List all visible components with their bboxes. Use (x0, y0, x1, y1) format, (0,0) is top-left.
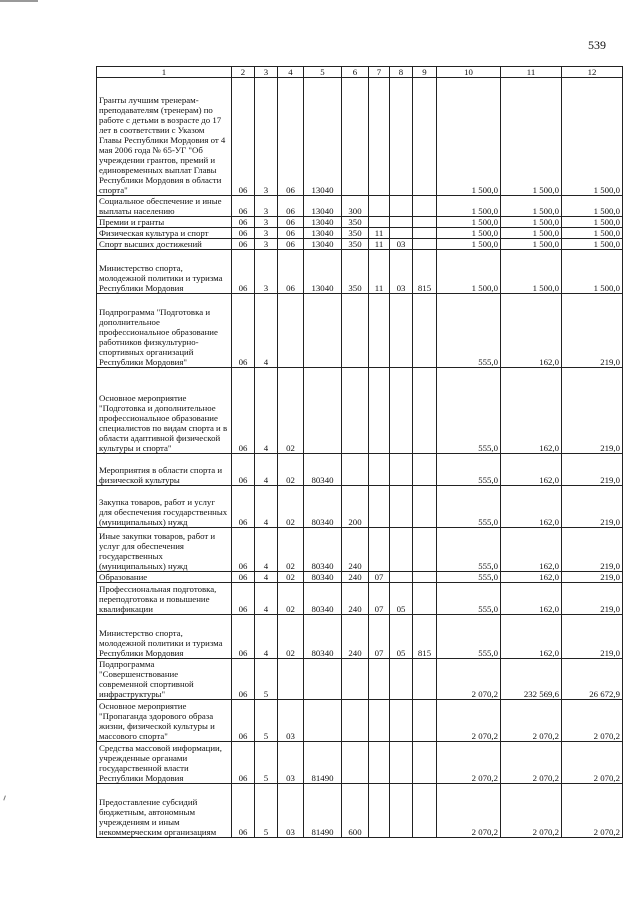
row-name-cell: Основное мероприятие "Пропаганда здорового образа жизни, физической культуры и массового спорта" (97, 700, 232, 742)
cell-col-8 (390, 659, 413, 700)
cell-col-6: 240 (342, 583, 369, 615)
table-row (97, 239, 623, 250)
row-name-cell: Иные закупки товаров, работ и услуг для обеспечения государственных (муниципальных) нужд (97, 528, 232, 572)
cell-col-6: 350 (342, 217, 369, 228)
cell-col-9 (413, 196, 437, 217)
cell-col-8: 05 (390, 583, 413, 615)
cell-col-11: 1 500,0 (501, 239, 562, 250)
cell-col-12: 219,0 (562, 294, 623, 368)
cell-col-9 (413, 217, 437, 228)
cell-col-12: 2 070,2 (562, 700, 623, 742)
cell-col-8 (390, 217, 413, 228)
cell-col-8 (390, 742, 413, 784)
cell-col-3: 4 (255, 528, 278, 572)
cell-col-11: 1 500,0 (501, 196, 562, 217)
cell-col-4: 06 (278, 228, 304, 239)
cell-col-7 (369, 78, 390, 196)
cell-col-2: 06 (232, 217, 255, 228)
row-name-cell: Предоставление субсидий бюджетным, автономным учреждениям и иным некоммерческим организациям (97, 784, 232, 838)
cell-col-8 (390, 528, 413, 572)
cell-col-4: 03 (278, 784, 304, 838)
cell-col-10: 1 500,0 (437, 196, 501, 217)
cell-col-3: 4 (255, 572, 278, 583)
column-header-11: 11 (501, 67, 562, 78)
cell-col-7 (369, 294, 390, 368)
cell-col-6 (342, 454, 369, 486)
cell-col-10: 1 500,0 (437, 250, 501, 294)
row-name-cell: Социальное обеспечение и иные выплаты населению (97, 196, 232, 217)
column-header-9: 9 (413, 67, 437, 78)
cell-col-9 (413, 742, 437, 784)
column-header-4: 4 (278, 67, 304, 78)
column-header-12: 12 (562, 67, 623, 78)
cell-col-11: 2 070,2 (501, 700, 562, 742)
cell-col-12: 219,0 (562, 454, 623, 486)
row-name-cell: Мероприятия в области спорта и физической культуры (97, 454, 232, 486)
cell-col-6: 600 (342, 784, 369, 838)
column-header-7: 7 (369, 67, 390, 78)
row-name-cell: Гранты лучшим тренерам-преподавателям (тренерам) по работе с детьми в возрасте до 17 лет в соответствии с Указом Главы Республики Мордовия от 4 мая 2006 года № 65-УГ "Об учреждении грантов, премий и единовременных выплат Главы Республики Мордовия в области спорта" (97, 78, 232, 196)
cell-col-4: 02 (278, 368, 304, 454)
cell-col-6: 350 (342, 228, 369, 239)
cell-col-5 (304, 294, 342, 368)
cell-col-5: 13040 (304, 239, 342, 250)
cell-col-4: 06 (278, 196, 304, 217)
table-row (97, 615, 623, 659)
cell-col-7: 11 (369, 239, 390, 250)
cell-col-10: 2 070,2 (437, 700, 501, 742)
column-header-3: 3 (255, 67, 278, 78)
cell-col-9 (413, 700, 437, 742)
cell-col-11: 162,0 (501, 294, 562, 368)
row-name-cell: Средства массовой информации, учрежденные органами государственной власти Республики Мордовия (97, 742, 232, 784)
cell-col-3: 4 (255, 615, 278, 659)
cell-col-11: 162,0 (501, 572, 562, 583)
row-name-cell: Основное мероприятие "Подготовка и дополнительное профессиональное образование специалистов по видам спорта и в области адаптивной физической культуры и спорта" (97, 368, 232, 454)
cell-col-2: 06 (232, 659, 255, 700)
page-number: 539 (588, 38, 606, 52)
cell-col-4: 02 (278, 528, 304, 572)
stray-mark (3, 795, 8, 801)
cell-col-10: 555,0 (437, 368, 501, 454)
cell-col-5 (304, 368, 342, 454)
cell-col-12: 219,0 (562, 368, 623, 454)
cell-col-9 (413, 228, 437, 239)
cell-col-6 (342, 368, 369, 454)
cell-col-8: 05 (390, 615, 413, 659)
cell-col-11: 1 500,0 (501, 250, 562, 294)
cell-col-4: 02 (278, 615, 304, 659)
cell-col-10: 555,0 (437, 528, 501, 572)
cell-col-12: 1 500,0 (562, 217, 623, 228)
cell-col-11: 162,0 (501, 528, 562, 572)
cell-col-2: 06 (232, 784, 255, 838)
column-header-10: 10 (437, 67, 501, 78)
table-row (97, 454, 623, 486)
cell-col-8 (390, 228, 413, 239)
cell-col-2: 06 (232, 583, 255, 615)
cell-col-5: 80340 (304, 454, 342, 486)
cell-col-9: 815 (413, 250, 437, 294)
cell-col-5: 80340 (304, 486, 342, 528)
cell-col-4: 06 (278, 217, 304, 228)
cell-col-6: 240 (342, 572, 369, 583)
row-name-cell: Закупка товаров, работ и услуг для обеспечения государственных (муниципальных) нужд (97, 486, 232, 528)
cell-col-2: 06 (232, 294, 255, 368)
cell-col-10: 555,0 (437, 454, 501, 486)
cell-col-5: 80340 (304, 528, 342, 572)
cell-col-3: 3 (255, 217, 278, 228)
cell-col-3: 5 (255, 659, 278, 700)
cell-col-2: 06 (232, 700, 255, 742)
table-row (97, 196, 623, 217)
cell-col-6: 300 (342, 196, 369, 217)
cell-col-3: 4 (255, 583, 278, 615)
cell-col-6 (342, 78, 369, 196)
cell-col-7 (369, 368, 390, 454)
cell-col-10: 2 070,2 (437, 784, 501, 838)
cell-col-2: 06 (232, 572, 255, 583)
cell-col-9 (413, 368, 437, 454)
cell-col-9 (413, 294, 437, 368)
cell-col-6: 240 (342, 528, 369, 572)
cell-col-3: 3 (255, 250, 278, 294)
cell-col-11: 1 500,0 (501, 78, 562, 196)
cell-col-7 (369, 742, 390, 784)
cell-col-10: 555,0 (437, 583, 501, 615)
cell-col-4: 06 (278, 78, 304, 196)
cell-col-2: 06 (232, 454, 255, 486)
cell-col-5: 13040 (304, 217, 342, 228)
row-name-cell: Профессиональная подготовка, переподготовка и повышение квалификации (97, 583, 232, 615)
cell-col-12: 26 672,9 (562, 659, 623, 700)
cell-col-7: 07 (369, 572, 390, 583)
cell-col-12: 1 500,0 (562, 78, 623, 196)
table-header-row (97, 67, 623, 78)
cell-col-10: 555,0 (437, 486, 501, 528)
cell-col-5: 81490 (304, 784, 342, 838)
cell-col-2: 06 (232, 368, 255, 454)
cell-col-9 (413, 583, 437, 615)
cell-col-8 (390, 700, 413, 742)
scan-edge-line (0, 0, 38, 2)
cell-col-10: 1 500,0 (437, 228, 501, 239)
cell-col-9 (413, 78, 437, 196)
row-name-cell: Министерство спорта, молодежной политики и туризма Республики Мордовия (97, 615, 232, 659)
cell-col-3: 3 (255, 239, 278, 250)
cell-col-6 (342, 742, 369, 784)
cell-col-10: 1 500,0 (437, 78, 501, 196)
table-row (97, 294, 623, 368)
table-row (97, 250, 623, 294)
cell-col-9 (413, 239, 437, 250)
cell-col-12: 1 500,0 (562, 250, 623, 294)
cell-col-10: 1 500,0 (437, 217, 501, 228)
cell-col-5: 13040 (304, 228, 342, 239)
cell-col-3: 5 (255, 742, 278, 784)
cell-col-8 (390, 294, 413, 368)
cell-col-3: 4 (255, 294, 278, 368)
cell-col-10: 2 070,2 (437, 742, 501, 784)
cell-col-7 (369, 528, 390, 572)
cell-col-10: 555,0 (437, 294, 501, 368)
cell-col-7 (369, 217, 390, 228)
cell-col-5: 13040 (304, 250, 342, 294)
cell-col-11: 162,0 (501, 583, 562, 615)
row-name-cell: Спорт высших достижений (97, 239, 232, 250)
table-row (97, 583, 623, 615)
cell-col-8 (390, 78, 413, 196)
cell-col-12: 219,0 (562, 528, 623, 572)
cell-col-5: 13040 (304, 78, 342, 196)
cell-col-7 (369, 454, 390, 486)
table-row (97, 659, 623, 700)
cell-col-5: 80340 (304, 583, 342, 615)
cell-col-3: 3 (255, 78, 278, 196)
cell-col-9 (413, 784, 437, 838)
cell-col-11: 2 070,2 (501, 742, 562, 784)
cell-col-7 (369, 700, 390, 742)
cell-col-6: 240 (342, 615, 369, 659)
cell-col-11: 232 569,6 (501, 659, 562, 700)
cell-col-12: 1 500,0 (562, 239, 623, 250)
cell-col-12: 2 070,2 (562, 784, 623, 838)
cell-col-4: 06 (278, 239, 304, 250)
cell-col-12: 1 500,0 (562, 228, 623, 239)
cell-col-2: 06 (232, 196, 255, 217)
cell-col-8 (390, 572, 413, 583)
cell-col-10: 555,0 (437, 615, 501, 659)
cell-col-4: 02 (278, 454, 304, 486)
cell-col-5: 80340 (304, 572, 342, 583)
cell-col-6: 350 (342, 239, 369, 250)
cell-col-7 (369, 784, 390, 838)
cell-col-11: 1 500,0 (501, 217, 562, 228)
cell-col-3: 3 (255, 228, 278, 239)
table-row (97, 572, 623, 583)
cell-col-5 (304, 700, 342, 742)
cell-col-7: 11 (369, 228, 390, 239)
cell-col-7: 07 (369, 615, 390, 659)
cell-col-6 (342, 700, 369, 742)
cell-col-4: 03 (278, 742, 304, 784)
cell-col-2: 06 (232, 742, 255, 784)
cell-col-6: 200 (342, 486, 369, 528)
cell-col-3: 3 (255, 196, 278, 217)
cell-col-4 (278, 294, 304, 368)
cell-col-10: 1 500,0 (437, 239, 501, 250)
cell-col-3: 4 (255, 486, 278, 528)
column-header-6: 6 (342, 67, 369, 78)
cell-col-8 (390, 784, 413, 838)
cell-col-7 (369, 659, 390, 700)
cell-col-2: 06 (232, 528, 255, 572)
cell-col-12: 219,0 (562, 583, 623, 615)
cell-col-4: 02 (278, 583, 304, 615)
cell-col-11: 162,0 (501, 454, 562, 486)
table-row (97, 486, 623, 528)
cell-col-5 (304, 659, 342, 700)
table-row (97, 700, 623, 742)
cell-col-7 (369, 486, 390, 528)
cell-col-7 (369, 196, 390, 217)
cell-col-4: 06 (278, 250, 304, 294)
table-row (97, 368, 623, 454)
cell-col-6: 350 (342, 250, 369, 294)
row-name-cell: Образование (97, 572, 232, 583)
cell-col-9 (413, 454, 437, 486)
cell-col-4: 02 (278, 486, 304, 528)
cell-col-3: 5 (255, 700, 278, 742)
column-header-2: 2 (232, 67, 255, 78)
cell-col-2: 06 (232, 250, 255, 294)
row-name-cell: Подпрограмма "Подготовка и дополнительное профессиональное образование работников физкультурно-спортивных организаций Республики Мордовия" (97, 294, 232, 368)
cell-col-4: 02 (278, 572, 304, 583)
cell-col-9 (413, 659, 437, 700)
column-header-8: 8 (390, 67, 413, 78)
cell-col-2: 06 (232, 486, 255, 528)
cell-col-11: 162,0 (501, 368, 562, 454)
cell-col-8 (390, 368, 413, 454)
cell-col-6 (342, 659, 369, 700)
cell-col-12: 2 070,2 (562, 742, 623, 784)
cell-col-9 (413, 528, 437, 572)
row-name-cell: Физическая культура и спорт (97, 228, 232, 239)
cell-col-12: 219,0 (562, 572, 623, 583)
cell-col-9 (413, 572, 437, 583)
cell-col-8 (390, 486, 413, 528)
row-name-cell: Министерство спорта, молодежной политики и туризма Республики Мордовия (97, 250, 232, 294)
cell-col-5: 81490 (304, 742, 342, 784)
table-row (97, 78, 623, 196)
cell-col-7: 07 (369, 583, 390, 615)
row-name-cell: Премии и гранты (97, 217, 232, 228)
cell-col-4: 03 (278, 700, 304, 742)
cell-col-2: 06 (232, 78, 255, 196)
column-header-5: 5 (304, 67, 342, 78)
cell-col-5: 80340 (304, 615, 342, 659)
cell-col-3: 5 (255, 784, 278, 838)
table-body (97, 78, 623, 838)
row-name-cell: Подпрограмма "Совершенствование современной спортивной инфраструктуры" (97, 659, 232, 700)
column-header-1: 1 (97, 67, 232, 78)
cell-col-7: 11 (369, 250, 390, 294)
cell-col-9 (413, 486, 437, 528)
table-row (97, 228, 623, 239)
table-row (97, 784, 623, 838)
budget-table (96, 66, 623, 838)
cell-col-5: 13040 (304, 196, 342, 217)
cell-col-2: 06 (232, 228, 255, 239)
cell-col-12: 1 500,0 (562, 196, 623, 217)
cell-col-3: 4 (255, 368, 278, 454)
cell-col-12: 219,0 (562, 615, 623, 659)
cell-col-2: 06 (232, 615, 255, 659)
cell-col-8 (390, 196, 413, 217)
cell-col-11: 162,0 (501, 486, 562, 528)
table-row (97, 217, 623, 228)
cell-col-11: 1 500,0 (501, 228, 562, 239)
cell-col-11: 162,0 (501, 615, 562, 659)
cell-col-8: 03 (390, 239, 413, 250)
table-row (97, 742, 623, 784)
cell-col-3: 4 (255, 454, 278, 486)
cell-col-10: 2 070,2 (437, 659, 501, 700)
cell-col-9: 815 (413, 615, 437, 659)
cell-col-12: 219,0 (562, 486, 623, 528)
cell-col-8: 03 (390, 250, 413, 294)
cell-col-2: 06 (232, 239, 255, 250)
cell-col-4 (278, 659, 304, 700)
cell-col-11: 2 070,2 (501, 784, 562, 838)
cell-col-8 (390, 454, 413, 486)
cell-col-10: 555,0 (437, 572, 501, 583)
table-row (97, 528, 623, 572)
cell-col-6 (342, 294, 369, 368)
